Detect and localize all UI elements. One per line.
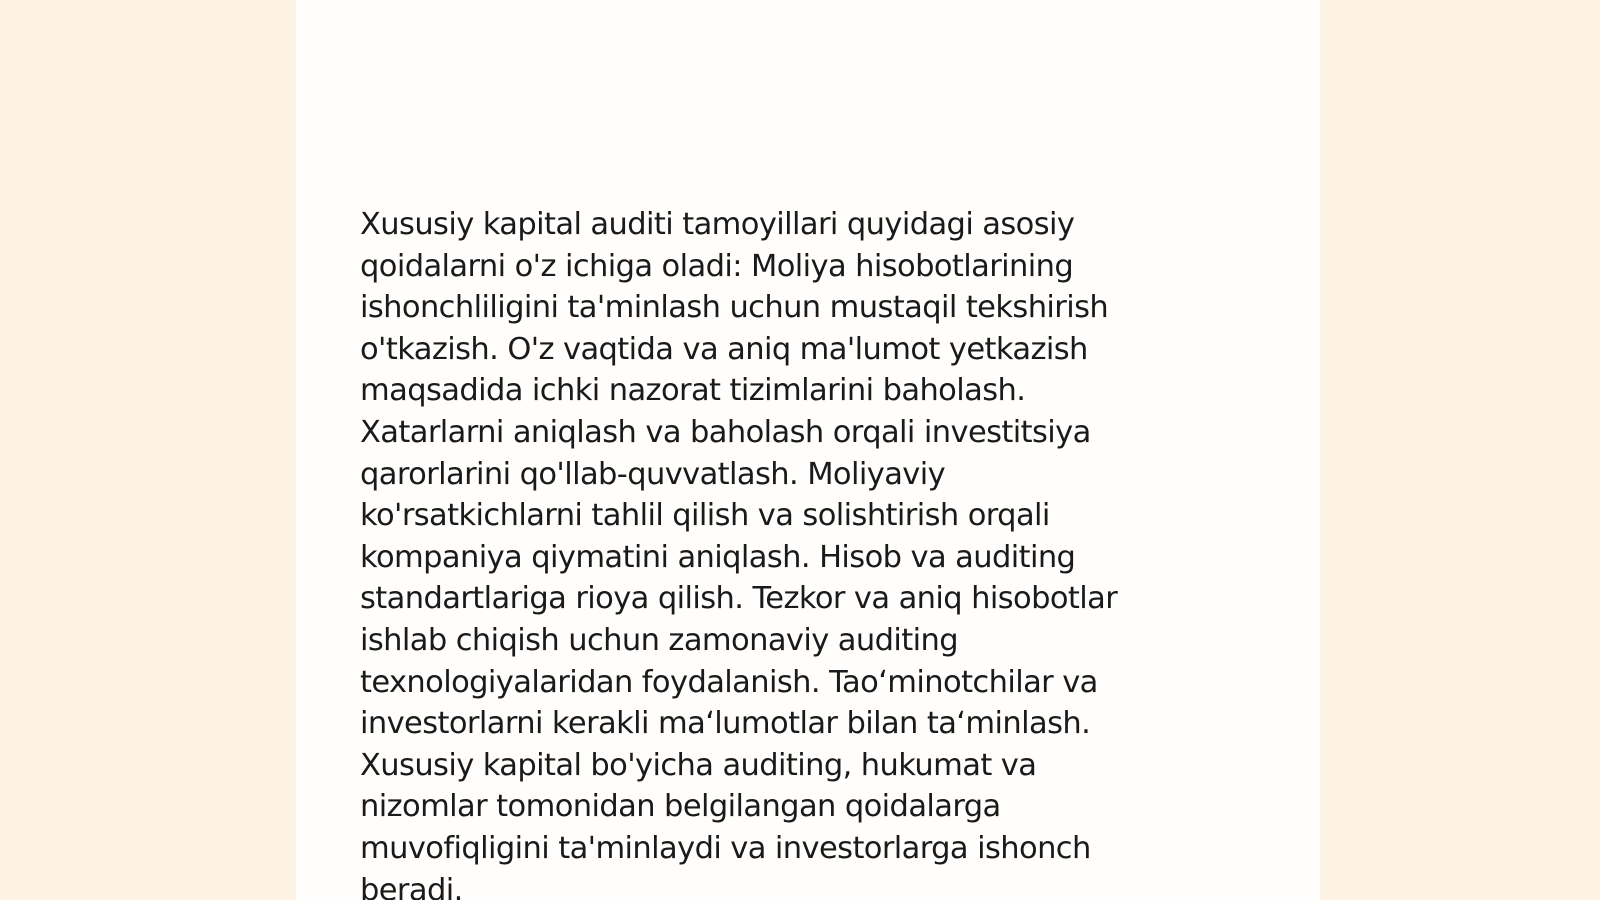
text-line-10: standartlariga rioya qilish. Tezkor va aniq hisobotlar bbox=[360, 581, 1118, 617]
text-line-4: o'tkazish. O'z vaqtida va aniq ma'lumot yetkazish bbox=[360, 331, 1088, 367]
text-line-2: qoidalarni o'z ichiga oladi: Moliya hisobotlarining bbox=[360, 248, 1074, 284]
text-line-8: ko'rsatkichlarni tahlil qilish va solishtirish orqali bbox=[360, 498, 1050, 534]
document-page bbox=[296, 0, 1320, 900]
text-line-13: investorlarni kerakli ma‘lumotlar bilan ta‘minlash. bbox=[360, 706, 1091, 742]
text-line-3: ishonchliligini ta'minlash uchun mustaqil tekshirish bbox=[360, 290, 1109, 326]
text-line-5: maqsadida ichki nazorat tizimlarini baholash. bbox=[360, 373, 1026, 409]
text-line-11: ishlab chiqish uchun zamonaviy auditing bbox=[360, 622, 958, 658]
text-line-17: beradi. bbox=[360, 872, 463, 900]
text-line-12: texnologiyalaridan foydalanish. Tao‘minotchilar va bbox=[360, 664, 1098, 700]
text-line-16: muvofiqligini ta'minlaydi va investorlarga ishonch bbox=[360, 830, 1091, 866]
text-line-15: nizomlar tomonidan belgilangan qoidalarga bbox=[360, 789, 1001, 825]
text-line-1: Xususiy kapital auditi tamoyillari quyidagi asosiy bbox=[360, 207, 1075, 242]
text-line-9: kompaniya qiymatini aniqlash. Hisob va auditing bbox=[360, 539, 1076, 575]
text-line-7: qarorlarini qo'llab-quvvatlash. Moliyaviy bbox=[360, 456, 946, 492]
text-line-6: Xatarlarni aniqlash va baholash orqali investitsiya bbox=[360, 414, 1091, 450]
text-line-14: Xususiy kapital bo'yicha auditing, hukumat va bbox=[360, 747, 1037, 783]
body-paragraph bbox=[360, 204, 1220, 900]
